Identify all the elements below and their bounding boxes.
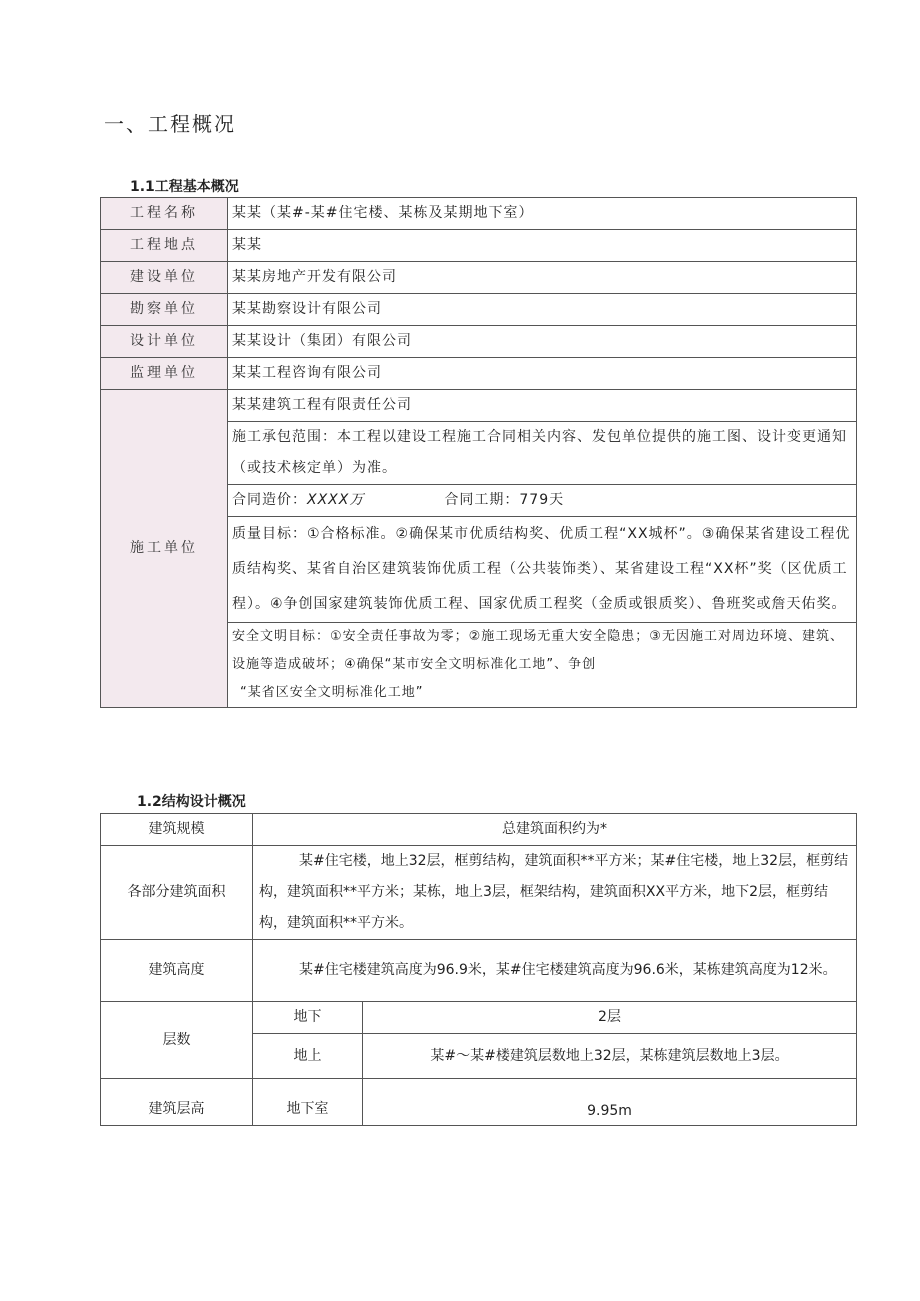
- row-label: 设计单位: [101, 326, 228, 358]
- construction-unit-label: 施工单位: [101, 390, 228, 708]
- table-row: [101, 262, 857, 294]
- project-basic-info-table: [100, 197, 857, 708]
- scale-label: 建筑规模: [101, 814, 253, 846]
- safety-target: [228, 623, 857, 708]
- area-value: 某#住宅楼，地上32层，框剪结构，建筑面积**平方米；某#住宅楼，地上32层，框剪结构，建筑面积**平方米；某栋，地上3层，框架结构，建筑面积XX平方米，地下2层，框剪结构，建筑面积**平方米。: [253, 846, 857, 940]
- subsection-title-1-2: 1.2结构设计概况: [137, 794, 246, 810]
- row-label: 勘察单位: [101, 294, 228, 326]
- aboveground-label: 地上: [253, 1034, 363, 1079]
- table-row: [101, 1079, 857, 1126]
- price-label: 合同造价：: [232, 492, 307, 508]
- table-row: [101, 230, 857, 262]
- basement-label: 地下室: [253, 1079, 363, 1126]
- quality-target: 质量目标：①合格标准。②确保某市优质结构奖、优质工程“XX城杯”。③确保某省建设工程优质结构奖、某省自治区建筑装饰优质工程（公共装饰类）、某省建设工程“XX杯”奖（区优质工程）。④争创国家建筑装饰优质工程、国家优质工程奖（金质或银质奖）、鲁班奖或詹天佑奖。: [228, 517, 857, 623]
- table-row: [101, 814, 857, 846]
- height-value: 某#住宅楼建筑高度为96.9米，某#住宅楼建筑高度为96.6米，某栋建筑高度为12米。: [253, 940, 857, 1002]
- section-title: 一、工程概况: [104, 112, 236, 136]
- row-value: 某某设计（集团）有限公司: [228, 326, 857, 358]
- floors-label: 层数: [101, 1002, 253, 1079]
- table-row: [101, 390, 857, 422]
- contract-price-period: [228, 485, 857, 517]
- price-value: XXXX万: [307, 492, 365, 508]
- row-value: 某某房地产开发有限公司: [228, 262, 857, 294]
- table-row: [101, 940, 857, 1002]
- table-row: [101, 198, 857, 230]
- aboveground-value: 某#～某#楼建筑层数地上32层，某栋建筑层数地上3层。: [363, 1034, 857, 1079]
- storey-height-label: 建筑层高: [101, 1079, 253, 1126]
- underground-value: 2层: [363, 1002, 857, 1034]
- table-row: [101, 358, 857, 390]
- table-row: [101, 294, 857, 326]
- row-value: 某某勘察设计有限公司: [228, 294, 857, 326]
- row-value: 某某工程咨询有限公司: [228, 358, 857, 390]
- period-value: 779天: [519, 492, 565, 508]
- area-label: 各部分建筑面积: [101, 846, 253, 940]
- safety-end: “某省区安全文明标准化工地”: [240, 685, 424, 700]
- height-label: 建筑高度: [101, 940, 253, 1002]
- row-label: 建设单位: [101, 262, 228, 294]
- construction-company: 某某建筑工程有限责任公司: [228, 390, 857, 422]
- basement-value: 9.95m: [363, 1079, 857, 1126]
- underground-label: 地下: [253, 1002, 363, 1034]
- row-value: 某某（某#-某#住宅楼、某栋及某期地下室）: [228, 198, 857, 230]
- scale-value: 总建筑面积约为*: [253, 814, 857, 846]
- structure-design-table: [100, 813, 857, 1126]
- contract-scope: 施工承包范围：本工程以建设工程施工合同相关内容、发包单位提供的施工图、设计变更通知（或技术核定单）为准。: [228, 422, 857, 485]
- row-label: 工程名称: [101, 198, 228, 230]
- table-row: [101, 1002, 857, 1034]
- table-row: [101, 846, 857, 940]
- period-label: 合同工期：: [444, 492, 520, 508]
- subsection-title-1-1: 1.1工程基本概况: [130, 179, 239, 195]
- table-row: [101, 326, 857, 358]
- safety-text: 安全文明目标：①安全责任事故为零；②施工现场无重大安全隐患；③无因施工对周边环境、建筑、设施等造成破坏；④确保“某市安全文明标准化工地”、争创: [232, 629, 844, 672]
- row-label: 工程地点: [101, 230, 228, 262]
- row-value: 某某: [228, 230, 857, 262]
- row-label: 监理单位: [101, 358, 228, 390]
